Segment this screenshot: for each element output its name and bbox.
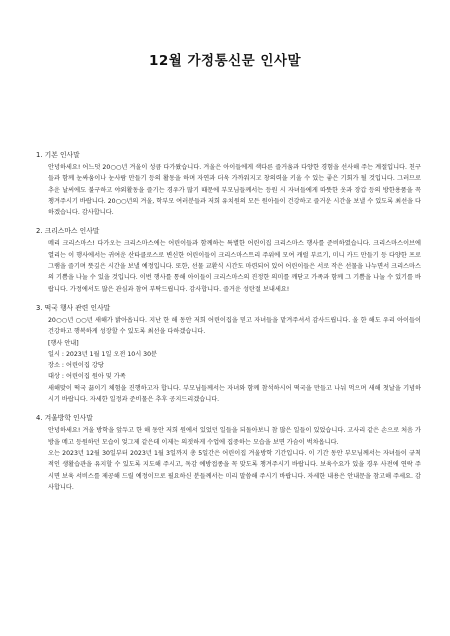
section-paragraph: 메리 크리스마스! 다가오는 크리스마스에는 어린이들과 함께하는 특별한 어린이집 크리스마스 행사를 준비하였습니다. 크리스마스이브에 열리는 이 행사에서는 귀여운 산타클로스로 변신한 어린이들이 크리스마스트리 주위에 모여 캐럴 부르기, 미니 카드 만들기 등 다양한 프로그램을 즐기며 뜻깊은 시간을 보낼 예정입니다. 또한, 선물 교환식 시간도 마련되어 있어 어린이들은 서로 작은 선물을 나누면서 크리스마스의 기쁨을 나눌 수 있을 것입니다. 이번 행사를 통해 아이들이 크리스마스의 진정한 의미를 깨닫고 가족과 함께 그 기쁨을 나눌 수 있기를 바랍니다. 가정에서도 많은 관심과 참여 부탁드립니다. 감사합니다. 즐거운 성탄절 보내세요! xyxy=(48,240,421,293)
section-winter-break xyxy=(36,413,421,493)
section-paragraph: 오는 2023년 12월 30일부터 2023년 1월 3일까지 총 5일간은 어린이집 겨울방학 기간입니다. 이 기간 동안 부모님께서는 자녀들이 규칙적인 생활습관을 유지할 수 있도록 지도해 주시고, 독감 예방접종을 꼭 맞도록 챙겨주시기 바랍니다. 보육수요가 있을 경우 사전에 연락 주시면 보육 서비스를 제공해 드릴 예정이므로 필요하신 분들께서는 미리 말씀해 주시기 바랍니다. 자세한 내용은 안내문을 참고해 주세요. 감사합니다. xyxy=(48,449,421,491)
event-audience: 대상 : 어린이집 원아 및 가족 xyxy=(48,373,126,381)
section-heading: 4. 겨울방학 인사말 xyxy=(36,414,93,423)
section-basic-greeting xyxy=(36,150,421,218)
event-info-label: [행사 안내] xyxy=(48,339,79,347)
section-paragraph: 20○○년 ○○년 새해가 밝아옵니다. 지난 한 해 동안 저희 어린이집을 믿고 자녀들을 맡겨주셔서 감사드립니다. 올 한 해도 우리 아이들이 건강하고 행복하게 성장할 수 있도록 최선을 다하겠습니다. xyxy=(48,316,421,336)
section-paragraph: 안녕하세요! 어느덧 20○○년 겨울이 성큼 다가왔습니다. 겨울은 아이들에게 색다른 즐거움과 다양한 경험을 선사해 주는 계절입니다. 친구들과 함께 눈싸움이나 눈사람 만들기 등의 활동을 하며 자연과 더욱 가까워지고 창의력을 키울 수 있는 좋은 기회가 될 것입니다. 그러므로 추운 날씨에도 불구하고 야외활동을 즐기는 경우가 많기 때문에 부모님들께서는 등원 시 자녀들에게 따뜻한 옷과 장갑 등의 방한용품을 꼭 챙겨주시기 바랍니다. 20○○년의 겨울, 학부모 여러분들과 저희 유치원의 모든 원아들이 건강하고 즐거운 시간을 보낼 수 있도록 최선을 다하겠습니다. 감사합니다. xyxy=(48,164,421,217)
event-date: 일시 : 2023년 1월 1일 오전 10시 30분 xyxy=(48,350,158,358)
section-christmas-greeting xyxy=(36,226,421,294)
section-heading: 3. 떡국 행사 관련 인사말 xyxy=(36,303,111,312)
section-paragraph: 새해맞이 떡국 끓이기 체험을 진행하고자 합니다. 부모님들께서는 자녀와 함께 참석하시어 떡국을 만들고 나눠 먹으며 새해 첫날을 기념하시기 바랍니다. 자세한 일정과 준비물은 추후 공지드리겠습니다. xyxy=(48,384,421,404)
section-heading: 1. 기본 인사말 xyxy=(36,151,80,159)
page-title: 12월 가정통신문 인사말 xyxy=(148,53,302,69)
document-body xyxy=(36,150,421,501)
section-paragraph: 안녕하세요! 겨울 방학을 앞두고 한 해 동안 저희 원에서 있었던 일들을 되돌아보니 참 많은 일들이 있었습니다. 고사리 같은 손으로 처음 가방을 메고 등원하던 모습이 엊그제 같은데 이제는 의젓하게 수업에 집중하는 모습을 보면 가슴이 벅차옵니다. xyxy=(48,427,421,446)
section-tteokguk-event xyxy=(36,303,421,405)
event-location: 장소 : 어린이집 강당 xyxy=(48,362,104,370)
section-heading: 2. 크리스마스 인사말 xyxy=(36,227,100,236)
